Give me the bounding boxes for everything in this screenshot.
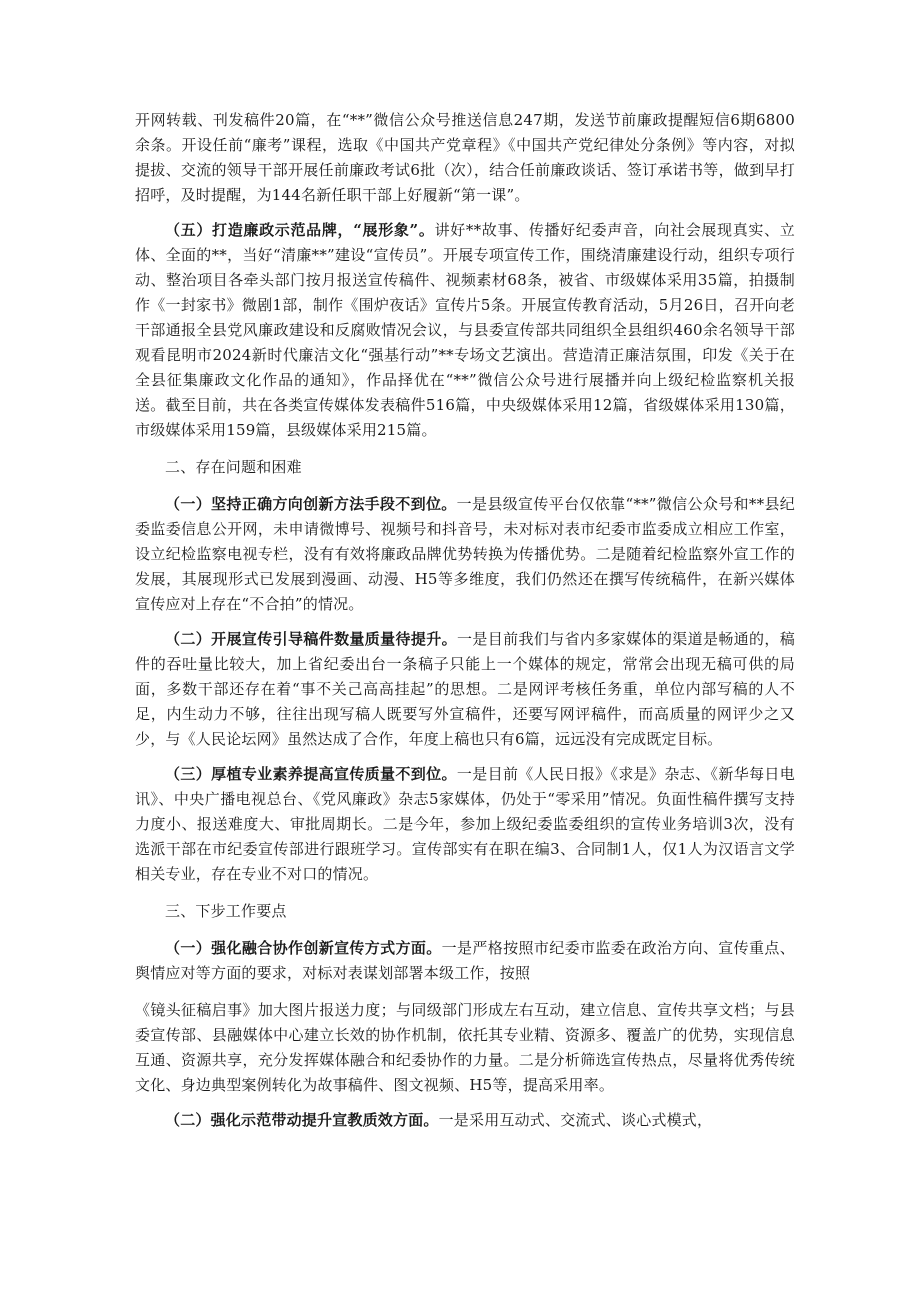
section-body-5: 讲好**故事、传播好纪委声音，向社会展现真实、立体、全面的**，当好“清廉**”建设“宣传员”。开展专项宣传工作，围绕清廉建设行动，组织专项行动、整治项目各牵头部门按月报送宣传稿件、视频素材68条，被省、市级媒体采用35篇，拍摄制作《一封家书》微剧1部，制作《围炉夜话》宣传片5条。开展宣传教育活动，5月26日，召开向老干部通报全县党风廉政建设和反腐败情况会议，与县委宣传部共同组织全县组织460余名领导干部观看昆明市2024新时代廉洁文化“强基行动”**专场文艺演出。营造清正廉洁氛围，印发《关于在全县征集廉政文化作品的通知》，作品择优在“**”微信公众号进行展播并向上级纪检监察机关报送。截至目前，共在各类宣传媒体发表稿件516篇，中央级媒体采用12篇，省级媒体采用130篇，市级媒体采用159篇，县级媒体采用215篇。: [135, 221, 795, 439]
paragraph-step-2: [135, 1108, 795, 1133]
heading-problems: 二、存在问题和困难: [165, 458, 302, 476]
problem-title-3: （三）厚植专业素养提高宣传质量不到位。: [165, 765, 457, 783]
paragraph-1: 开网转载、刊发稿件20篇，在“**”微信公众号推送信息247期，发送节前廉政提醒短信6期6800余条。开设任前“廉考”课程，选取《中国共产党章程》《中国共产党纪律处分条例》等内容，对拟提拔、交流的领导干部开展任前廉政考试6批（次），结合任前廉政谈话、签订承诺书等，做到早打招呼，及时提醒，为144名新任职干部上好履新“第一课”。: [135, 111, 796, 204]
paragraph-problem-1: [135, 492, 795, 617]
step-title-1: （一）强化融合协作创新宣传方式方面。: [165, 939, 442, 957]
paragraph-step-1: [135, 936, 795, 986]
paragraph-step-1-continued: 《镜头征稿启事》加大图片报送力度；与同级部门形成左右互动，建立信息、宣传共享文档；与县委宣传部、县融媒体中心建立长效的协作机制，依托其专业精、资源多、覆盖广的优势，实现信息互通、资源共享，充分发挥媒体融合和纪委协作的力量。二是分析筛选宣传热点，尽量将优秀传统文化、身边典型案例转化为故事稿件、图文视频、H5等，提高采用率。: [135, 1001, 795, 1094]
problem-title-1: （一）坚持正确方向创新方法手段不到位。: [165, 495, 457, 513]
section-title-5: （五）打造廉政示范品牌，“展形象”。: [165, 221, 435, 239]
paragraph-5-brand: [135, 218, 795, 443]
paragraph-problem-3: [135, 762, 795, 887]
problem-body-3: 一是目前《人民日报》《求是》杂志、《新华每日电讯》、中央广播电视总台、《党风廉政》杂志5家媒体，仍处于“零采用”情况。负面性稿件撰写支持力度小、报送难度大、审批周期长。二是今年，参加上级纪委监委组织的宣传业务培训3次，没有选派干部在市纪委宣传部进行跟班学习。宣传部实有在职在编3、合同制1人，仅1人为汉语言文学相关专业，存在专业不对口的情况。: [135, 765, 795, 883]
problem-body-1: 一是县级宣传平台仅依靠“**”微信公众号和**县纪委监委信息公开网，未申请微博号、视频号和抖音号，未对标对表市纪委市监委成立相应工作室，设立纪检监察电视专栏，没有有效将廉政品牌优势转换为传播优势。二是随着纪检监察外宣工作的发展，其展现形式已发展到漫画、动漫、H5等多维度，我们仍然还在撰写传统稿件，在新兴媒体宣传应对上存在“不合拍”的情况。: [135, 495, 795, 613]
problem-title-2: （二）开展宣传引导稿件数量质量待提升。: [165, 630, 458, 648]
step-body-1: 一是严格按照市纪委市监委在政治方向、宣传重点、舆情应对等方面的要求，对标对表谋划部署本级工作，按照: [135, 939, 795, 982]
step-title-2: （二）强化示范带动提升宣教质效方面。: [165, 1111, 439, 1129]
document-page: [135, 108, 795, 1133]
problem-body-2: 一是目前我们与省内多家媒体的渠道是畅通的，稿件的吞吐量比较大，加上省纪委出台一条稿子只能上一个媒体的规定，常常会出现无稿可供的局面，多数干部还存在着“事不关己高高挂起”的思想。二是网评考核任务重，单位内部写稿的人不足，内生动力不够，往往出现写稿人既要写外宣稿件，还要写网评稿件，而高质量的网评少之又少，与《人民论坛网》虽然达成了合作，年度上稿也只有6篇，远远没有完成既定目标。: [135, 630, 795, 748]
step-body-2: 一是采用互动式、交流式、谈心式模式，: [438, 1111, 713, 1129]
paragraph-problem-2: [135, 627, 795, 752]
heading-next-steps: 三、下步工作要点: [165, 902, 287, 920]
